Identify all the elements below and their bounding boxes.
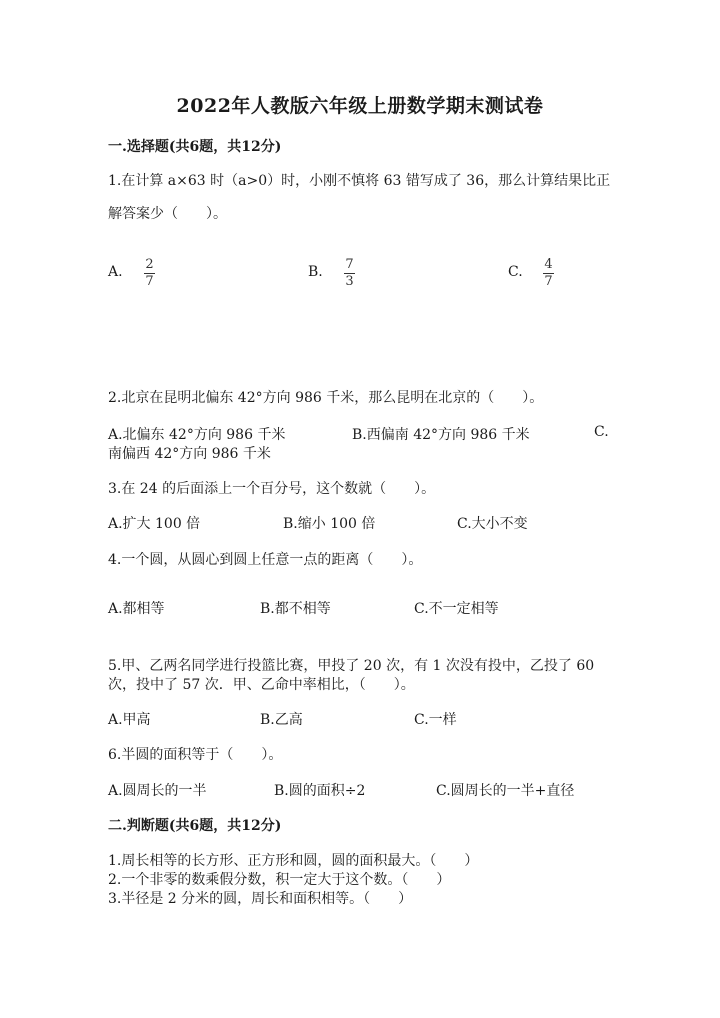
question-1-option-a-fraction [144,258,155,289]
question-6-option-b: B.圆的面积÷2 [274,783,366,799]
question-4-option-c: C.不一定相等 [414,601,499,617]
question-1-line-2: 解答案少（ ）。 [108,206,227,222]
question-1-option-b-label: B. [308,264,323,280]
question-4-option-a: A.都相等 [108,601,165,617]
judgment-item-1: 1.周长相等的长方形、正方形和圆，圆的面积最大。（ ） [108,853,479,869]
question-5-option-c: C.一样 [414,712,457,728]
judgment-item-2: 2.一个非零的数乘假分数，积一定大于这个数。（ ） [108,872,451,888]
question-6-option-a: A.圆周长的一半 [108,783,207,799]
fraction-numerator: 4 [544,257,553,272]
question-5-line-1: 5.甲、乙两名同学进行投篮比赛，甲投了 20 次，有 1 次没有投中，乙投了 60 [108,658,595,674]
question-5-option-b: B.乙高 [260,712,303,728]
question-1-option-c-fraction [543,258,554,289]
section-heading-judgment: 二.判断题(共6题，共12分) [108,818,282,834]
fraction-denominator: 7 [544,274,553,289]
question-1-line-1: 1.在计算 a×63 时（a>0）时，小刚不慎将 63 错写成了 36，那么计算结果比正 [108,173,611,189]
fraction-denominator: 3 [345,274,354,289]
question-1-option-b-fraction [344,258,355,289]
question-4-line-1: 4.一个圆，从圆心到圆上任意一点的距离（ ）。 [108,552,423,568]
question-2-option-c-text: 南偏西 42°方向 986 千米 [108,446,271,462]
question-6-line-1: 6.半圆的面积等于（ ）。 [108,747,283,763]
question-5-line-2: 次，投中了 57 次．甲、乙命中率相比，（ ）。 [108,677,415,693]
fraction-denominator: 7 [145,274,154,289]
question-3-option-a: A.扩大 100 倍 [108,516,201,532]
page-title: 2022年人教版六年级上册数学期末测试卷 [176,95,544,117]
question-2-option-c-label: C. [594,424,609,440]
question-2-option-b: B.西偏南 42°方向 986 千米 [352,427,530,443]
fraction-numerator: 2 [145,257,154,272]
question-3-option-b: B.缩小 100 倍 [283,516,376,532]
question-4-option-b: B.都不相等 [260,601,331,617]
question-3-option-c: C.大小不变 [457,516,528,532]
question-1-option-c-label: C. [508,264,523,280]
question-1-option-a-label: A. [108,264,123,280]
fraction-numerator: 7 [345,257,354,272]
section-heading-choice: 一.选择题(共6题，共12分) [108,139,282,155]
question-2-option-a: A.北偏东 42°方向 986 千米 [108,427,286,443]
question-6-option-c: C.圆周长的一半+直径 [436,783,575,799]
question-3-line-1: 3.在 24 的后面添上一个百分号，这个数就（ ）。 [108,481,436,497]
judgment-item-3: 3.半径是 2 分米的圆，周长和面积相等。（ ） [108,891,413,907]
question-5-option-a: A.甲高 [108,712,151,728]
question-2-line-1: 2.北京在昆明北偏东 42°方向 986 千米，那么昆明在北京的（ ）。 [108,390,544,406]
